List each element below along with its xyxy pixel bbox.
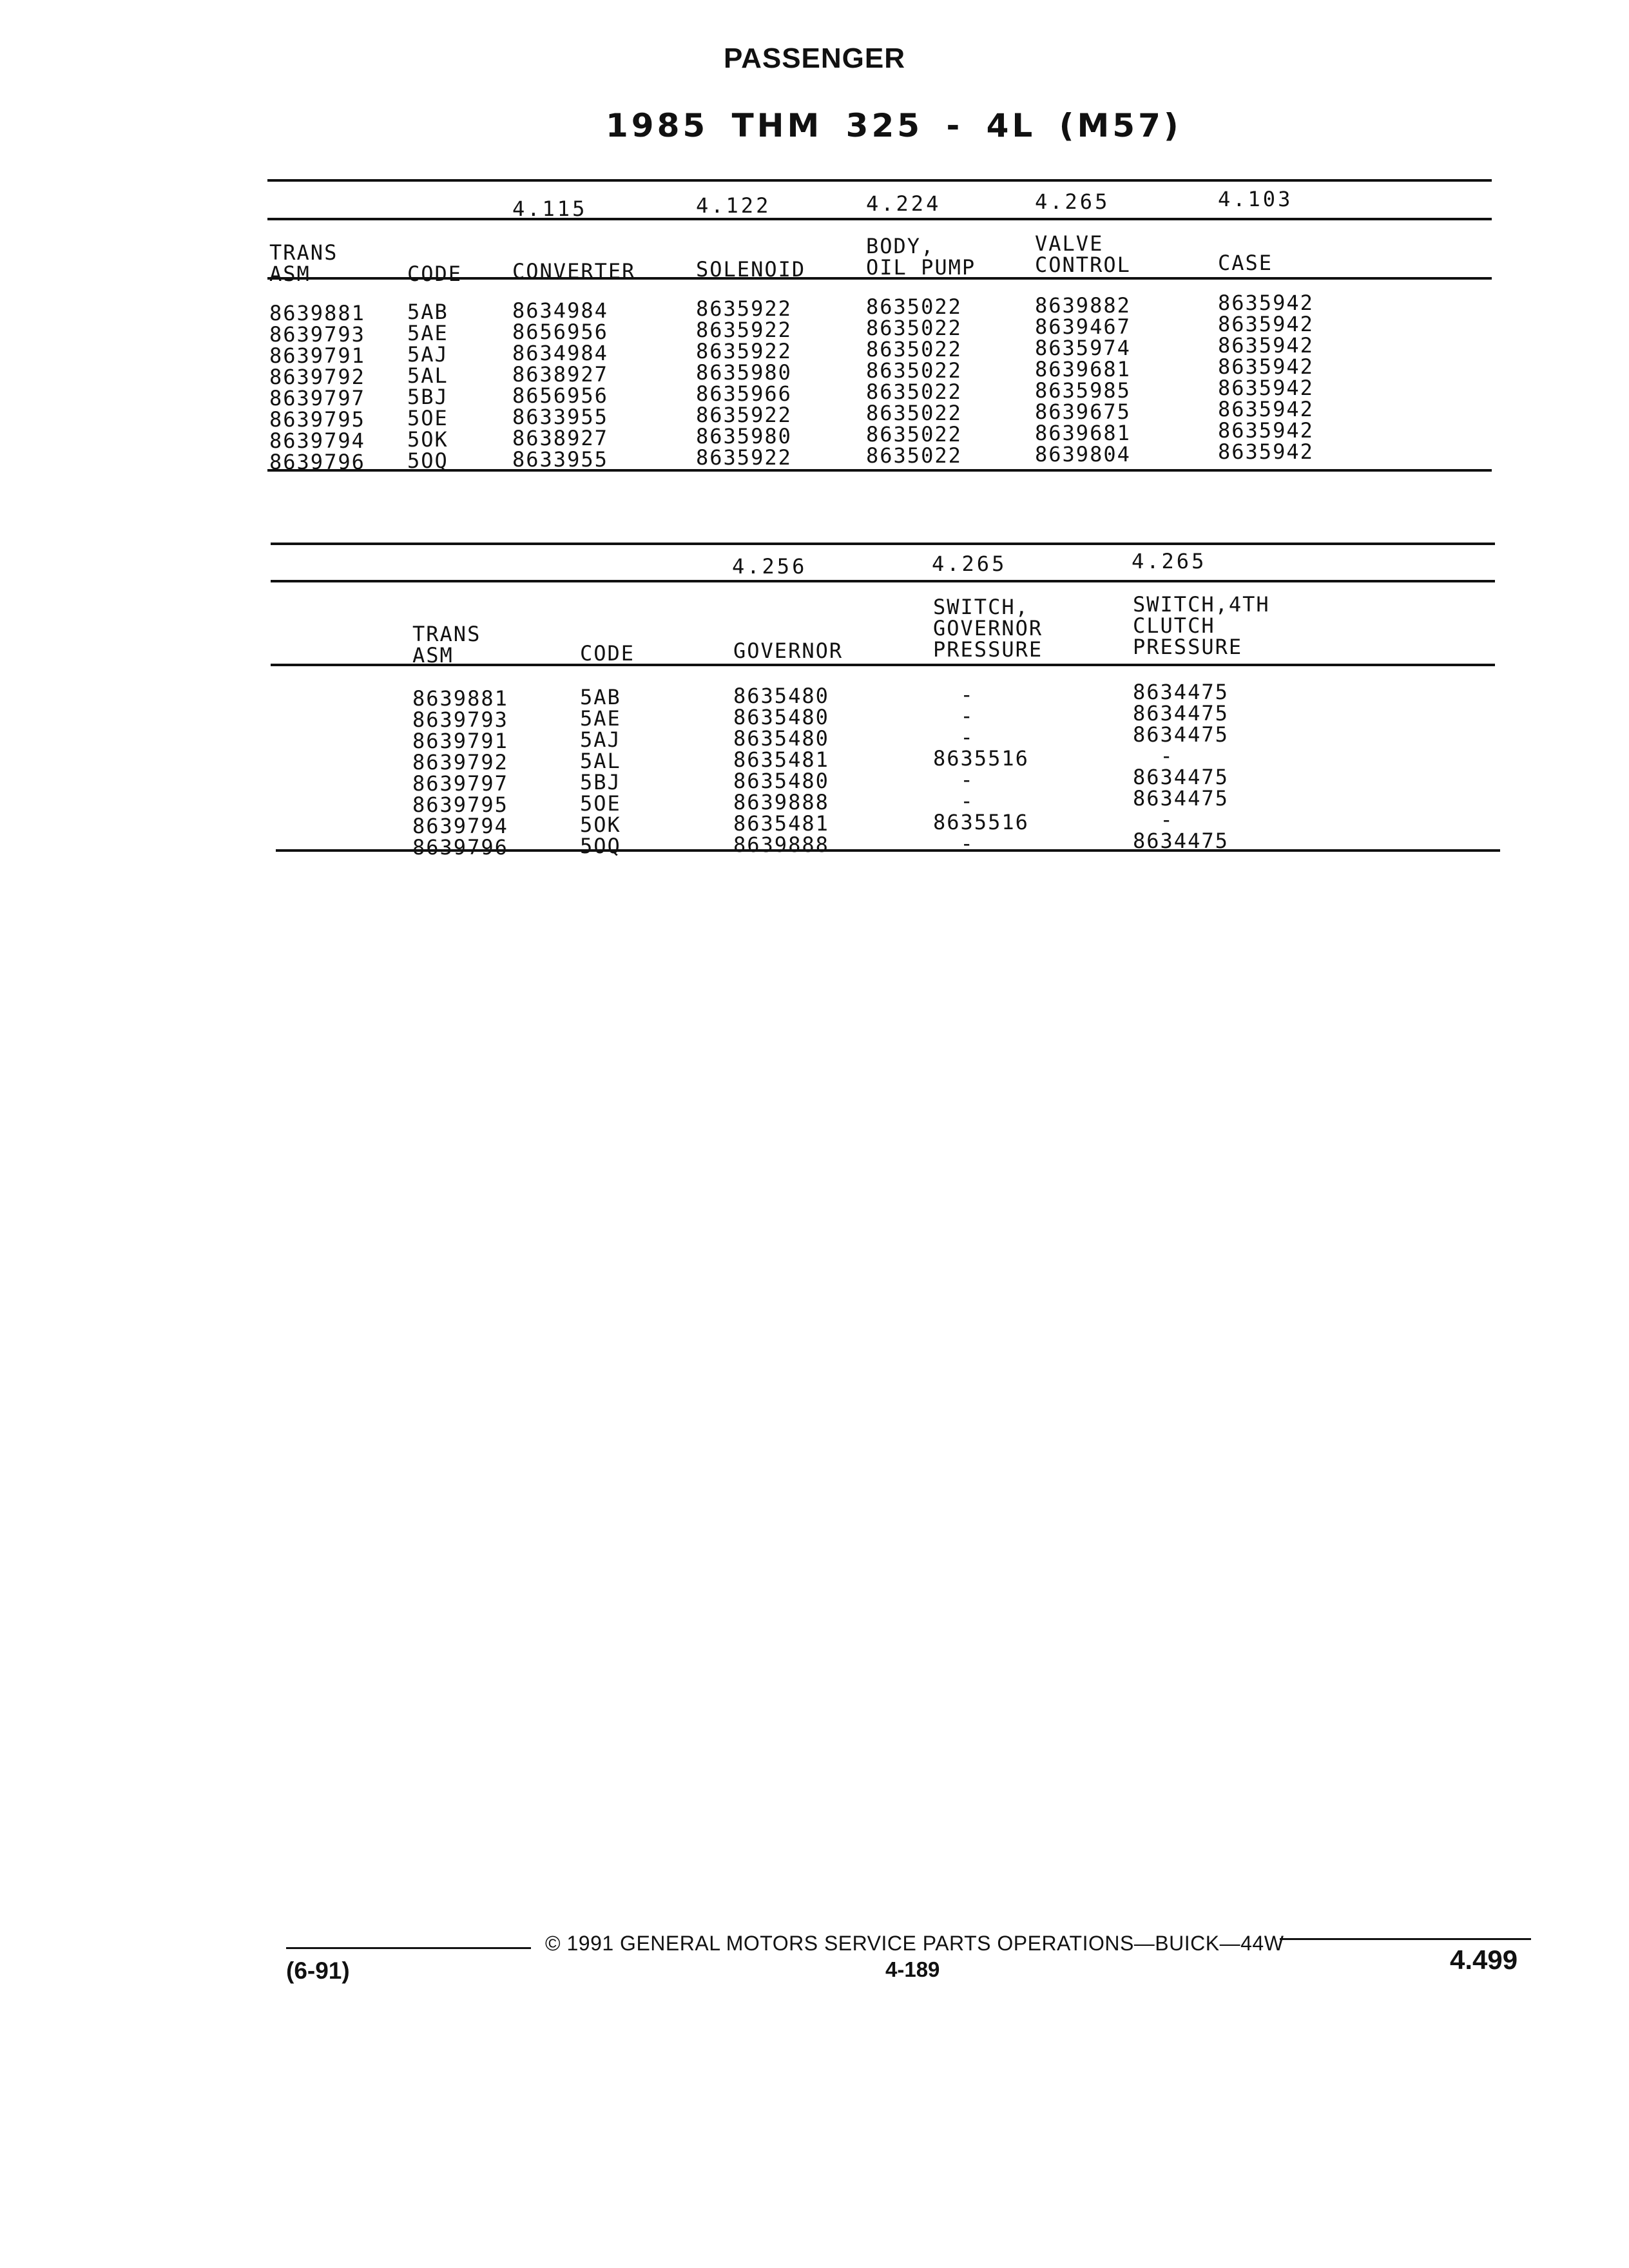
table-1-header-converter: CONVERTER (512, 259, 636, 284)
table-1-col-trans: 8639881 8639793 8639791 8639792 8639797 8639795 8639794 8639796 (269, 301, 365, 474)
table-2-header-rule (271, 664, 1495, 666)
table-2-ref-switch-4th: 4.265 (1132, 549, 1207, 573)
page-title: PASSENGER (723, 43, 906, 74)
table-1-header-trans: TRANS ASM (269, 240, 338, 286)
table-1-header-valve: VALVE CONTROL (1035, 231, 1131, 277)
table-1-top-rule (267, 179, 1492, 182)
table-2-header-governor: GOVERNOR (733, 639, 843, 663)
table-1-ref-body: 4.224 (866, 191, 941, 216)
table-1-header-code: CODE (407, 262, 463, 286)
footer-copyright: © 1991 GENERAL MOTORS SERVICE PARTS OPERATIONS—BUICK—44W (545, 1932, 1284, 1955)
table-1-ref-solenoid: 4.122 (696, 193, 771, 218)
page-subtitle: 1985 THM 325 - 4L (M57) (606, 107, 1182, 144)
table-1-col-body: 8635022 8635022 8635022 8635022 8635022 8635022 8635022 8635022 (866, 294, 962, 468)
table-2-col-governor: 8635480 8635480 8635480 8635481 8635480 8639888 8635481 8639888 (733, 684, 829, 857)
footer-date: (6-91) (286, 1957, 350, 1984)
table-2-col-switch-governor: - - - 8635516 - - 8635516 - (933, 682, 1029, 856)
table-2-ref-governor: 4.256 (732, 554, 807, 579)
footer-left-rule (286, 1947, 531, 1949)
table-2-header-code: CODE (580, 641, 635, 666)
table-1-ref-case: 4.103 (1218, 187, 1293, 211)
table-2-sub-rule (271, 580, 1495, 582)
table-2-header-switch-governor: SWITCH, GOVERNOR PRESSURE (933, 595, 1043, 662)
table-2-col-switch-4th: 8634475 8634475 8634475 - 8634475 8634475 - 8634475 (1133, 680, 1229, 853)
footer-page-code: 4-189 (885, 1957, 940, 1981)
table-2-bottom-rule (276, 849, 1500, 852)
table-1-bottom-rule (267, 469, 1492, 472)
table-2-col-trans: 8639881 8639793 8639791 8639792 8639797 8639795 8639794 8639796 (412, 686, 508, 860)
table-1-col-solenoid: 8635922 8635922 8635922 8635980 8635966 8635922 8635980 8635922 (696, 296, 792, 470)
table-2-col-code: 5AB 5AE 5AJ 5AL 5BJ 5OE 5OK 5OQ (580, 685, 621, 858)
table-2-header-switch-4th: SWITCH,4TH CLUTCH PRESSURE (1133, 592, 1270, 659)
table-1-col-code: 5AB 5AE 5AJ 5AL 5BJ 5OE 5OK 5OQ (407, 300, 448, 473)
table-1-col-case: 8635942 8635942 8635942 8635942 8635942 8635942 8635942 8635942 (1218, 291, 1314, 464)
table-1-sub-rule (267, 218, 1492, 220)
table-1-header-rule (267, 277, 1492, 280)
table-1-header-case: CASE (1218, 251, 1273, 275)
table-1-ref-valve: 4.265 (1035, 189, 1110, 214)
table-1-col-converter: 8634984 8656956 8634984 8638927 8656956 8633955 8638927 8633955 (512, 298, 608, 472)
table-2-top-rule (271, 543, 1495, 545)
footer-right-rule (1280, 1938, 1531, 1940)
footer-page-number: 4.499 (1450, 1945, 1518, 1975)
table-2-header-trans: TRANS ASM (412, 622, 481, 668)
table-2-ref-switch-governor: 4.265 (932, 552, 1007, 576)
table-1-ref-converter: 4.115 (512, 197, 588, 221)
table-1-col-valve: 8639882 8639467 8635974 8639681 8635985 8639675 8639681 8639804 (1035, 293, 1131, 466)
table-1-header-solenoid: SOLENOID (696, 257, 806, 282)
table-1-header-body: BODY, OIL PUMP (866, 234, 976, 280)
